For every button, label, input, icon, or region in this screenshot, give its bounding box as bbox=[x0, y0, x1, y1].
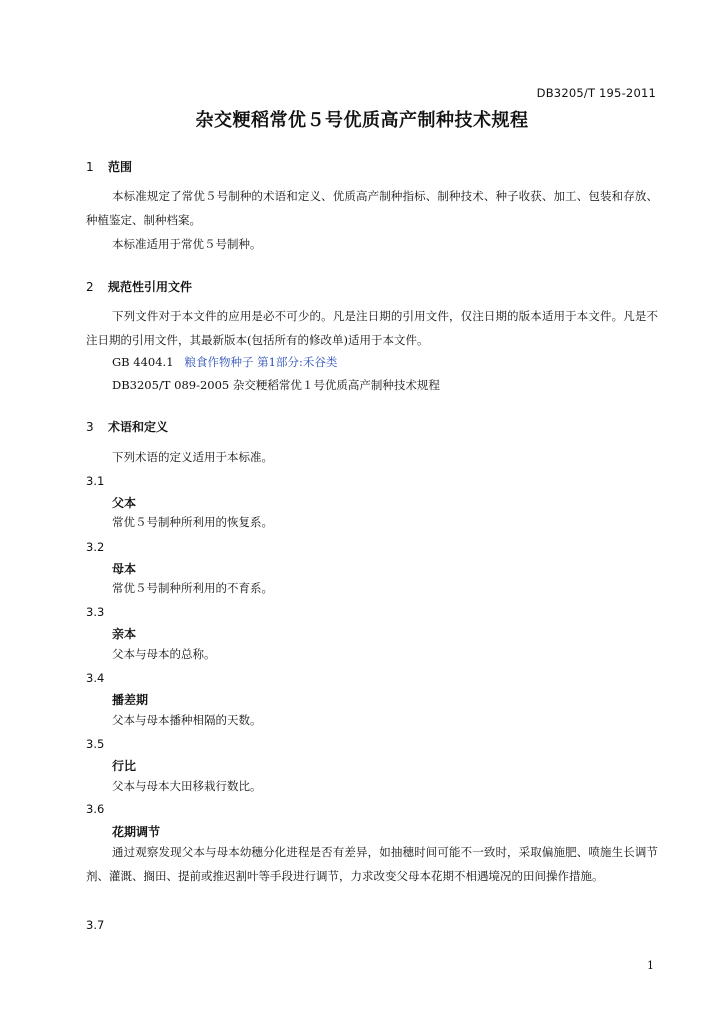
section-title: 术语和定义 bbox=[108, 420, 169, 434]
term-3-2-number: 3.2 bbox=[86, 540, 105, 554]
term-3-3-name: 亲本 bbox=[112, 627, 137, 641]
term-3-5-name: 行比 bbox=[112, 759, 137, 773]
page-number: 1 bbox=[647, 959, 654, 972]
term-3-5-definition: 父本与母本大田移栽行数比。 bbox=[112, 779, 262, 793]
term-3-6-name: 花期调节 bbox=[112, 825, 161, 839]
term-3-6-number: 3.6 bbox=[86, 802, 105, 816]
section-number: 3 bbox=[86, 420, 94, 434]
section-title: 范围 bbox=[108, 160, 133, 174]
term-3-1-definition: 常优５号制种所利用的恢复系。 bbox=[112, 515, 273, 529]
term-3-4-number: 3.4 bbox=[86, 671, 105, 685]
reference-1 bbox=[112, 350, 337, 374]
term-3-2-definition: 常优５号制种所利用的不育系。 bbox=[112, 581, 273, 595]
term-3-5-number: 3.5 bbox=[86, 737, 105, 751]
section-2-heading bbox=[86, 278, 192, 295]
section-1-paragraph-2: 本标准适用于常优５号制种。 bbox=[112, 237, 262, 251]
section-number: 1 bbox=[86, 160, 94, 174]
section-2-paragraph-1: 下列文件对于本文件的应用是必不可少的。凡是注日期的引用文件，仅注日期的版本适用于本文件。凡是不注日期的引用文件，其最新版本(包括所有的修改单)适用于本文件。 bbox=[86, 309, 658, 347]
term-3-7-number: 3.7 bbox=[86, 918, 105, 932]
document-title: 杂交粳稻常优５号优质高产制种技术规程 bbox=[195, 110, 529, 131]
section-3-heading bbox=[86, 418, 168, 435]
reference-2: DB3205/T 089-2005 杂交粳稻常优１号优质高产制种技术规程 bbox=[112, 378, 440, 392]
term-3-3-definition: 父本与母本的总称。 bbox=[112, 647, 216, 661]
reference-1-title-link[interactable]: 粮食作物种子 第1部分:禾谷类 bbox=[184, 355, 338, 369]
document-code: DB3205/T 195-2011 bbox=[536, 86, 656, 100]
term-3-1-number: 3.1 bbox=[86, 474, 105, 488]
term-3-1-name: 父本 bbox=[112, 496, 137, 510]
reference-1-code: GB 4404.1 bbox=[112, 355, 174, 369]
term-3-6-definition: 通过观察发现父本与母本幼穗分化进程是否有差异，如抽穗时间可能不一致时，采取偏施肥、喷施生长调节剂、灌溉、搁田、提前或推迟割叶等手段进行调节，力求改变父母本花期不相遇境况的田间操作措施。 bbox=[86, 845, 658, 883]
section-title: 规范性引用文件 bbox=[108, 280, 193, 294]
section-number: 2 bbox=[86, 280, 94, 294]
term-3-3-number: 3.3 bbox=[86, 605, 105, 619]
section-1-heading bbox=[86, 158, 132, 175]
term-3-4-definition: 父本与母本播种相隔的天数。 bbox=[112, 713, 262, 727]
section-1-paragraph-1: 本标准规定了常优５号制种的术语和定义、优质高产制种指标、制种技术、种子收获、加工、包装和存放、种植鉴定、制种档案。 bbox=[86, 189, 658, 227]
section-3-intro: 下列术语的定义适用于本标准。 bbox=[112, 450, 273, 464]
term-3-2-name: 母本 bbox=[112, 562, 137, 576]
term-3-4-name: 播差期 bbox=[112, 693, 149, 707]
